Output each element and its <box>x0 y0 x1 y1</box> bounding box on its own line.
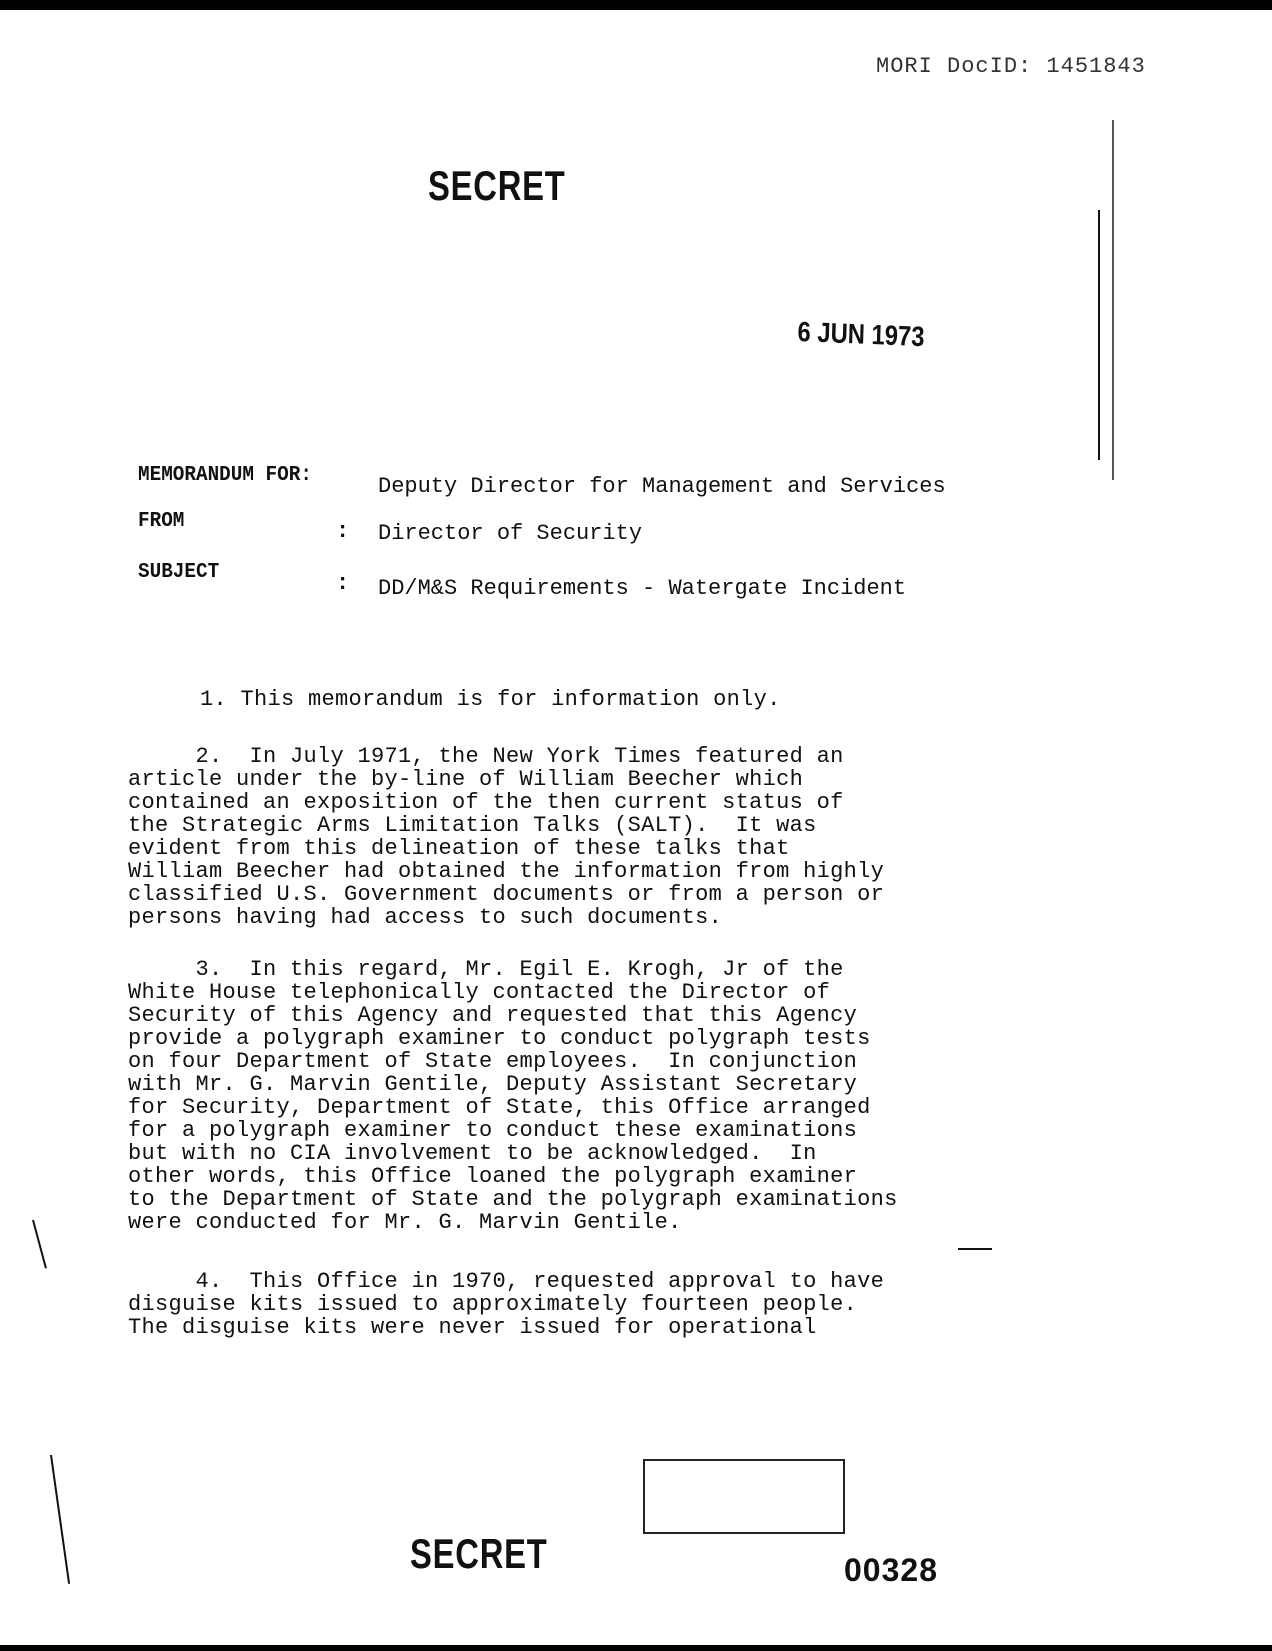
paragraph-3-line: were conducted for Mr. G. Marvin Gentile. <box>128 1210 682 1235</box>
paragraph-2-line: evident from this delineation of these talks that <box>128 836 790 861</box>
from-value: Director of Security <box>378 521 643 546</box>
paragraph-3-line: but with no CIA involvement to be acknowledged. In <box>128 1141 817 1166</box>
scan-edge-mark <box>958 1248 992 1250</box>
paragraph-1-text: This memorandum is for information only. <box>240 687 781 712</box>
paragraph-2 <box>128 745 928 929</box>
document-id: MORI DocID: 1451843 <box>876 54 1146 79</box>
paragraph-4-line: 4. This Office in 1970, requested approval to have <box>128 1269 885 1294</box>
scan-edge-mark <box>50 1455 70 1584</box>
paragraph-3-line: White House telephonically contacted the Director of <box>128 980 831 1005</box>
scan-edge-mark <box>1098 210 1100 460</box>
classification-stamp-top: SECRET <box>428 162 566 209</box>
paragraph-3-line: Security of this Agency and requested that this Agency <box>128 1003 858 1028</box>
paragraph-3-line: with Mr. G. Marvin Gentile, Deputy Assistant Secretary <box>128 1072 858 1097</box>
paragraph-2-line: William Beecher had obtained the information from highly <box>128 859 885 884</box>
memo-for-value: Deputy Director for Management and Services <box>378 474 946 499</box>
paragraph-2-line: persons having had access to such documents. <box>128 905 723 930</box>
paragraph-3-line: for a polygraph examiner to conduct these examinations <box>128 1118 858 1143</box>
date-stamp: 6 JUN 1973 <box>797 316 925 353</box>
paragraph-4 <box>128 1270 928 1339</box>
subject-label: SUBJECT <box>138 561 220 584</box>
paragraph-2-line: article under the by-line of William Beecher which <box>128 767 804 792</box>
paragraph-1-number: 1. <box>200 687 228 712</box>
paragraph-4-line: disguise kits issued to approximately fourteen people. <box>128 1292 858 1317</box>
paragraph-3 <box>128 958 928 1234</box>
from-label: FROM <box>138 510 185 533</box>
from-colon: : <box>336 519 350 544</box>
paragraph-2-line: contained an exposition of the then current status of <box>128 790 844 815</box>
paragraph-2-line: classified U.S. Government documents or from a person or <box>128 882 885 907</box>
page-number: 00328 <box>844 1552 938 1588</box>
paragraph-2-line: 2. In July 1971, the New York Times featured an <box>128 744 844 769</box>
paragraph-3-line: on four Department of State employees. In conjunction <box>128 1049 858 1074</box>
paragraph-3-line: for Security, Department of State, this Office arranged <box>128 1095 871 1120</box>
paragraph-4-line: The disguise kits were never issued for operational <box>128 1315 817 1340</box>
paragraph-3-line: 3. In this regard, Mr. Egil E. Krogh, Jr of the <box>128 957 844 982</box>
scan-bottom-border <box>0 1645 1272 1651</box>
subject-colon: : <box>336 571 350 596</box>
classification-stamp-bottom: SECRET <box>410 1530 548 1577</box>
subject-value: DD/M&S Requirements - Watergate Incident <box>378 576 907 601</box>
scan-edge-mark <box>32 1220 47 1269</box>
scan-top-border <box>0 0 1272 10</box>
paragraph-2-line: the Strategic Arms Limitation Talks (SALT). It was <box>128 813 817 838</box>
paragraph-3-line: provide a polygraph examiner to conduct polygraph tests <box>128 1026 871 1051</box>
paragraph-1 <box>200 688 1000 711</box>
redaction-box <box>643 1459 845 1534</box>
paragraph-3-line: to the Department of State and the polygraph examinations <box>128 1187 898 1212</box>
memo-for-label: MEMORANDUM FOR: <box>138 464 312 487</box>
scan-edge-mark <box>1112 120 1114 480</box>
paragraph-3-line: other words, this Office loaned the polygraph examiner <box>128 1164 858 1189</box>
